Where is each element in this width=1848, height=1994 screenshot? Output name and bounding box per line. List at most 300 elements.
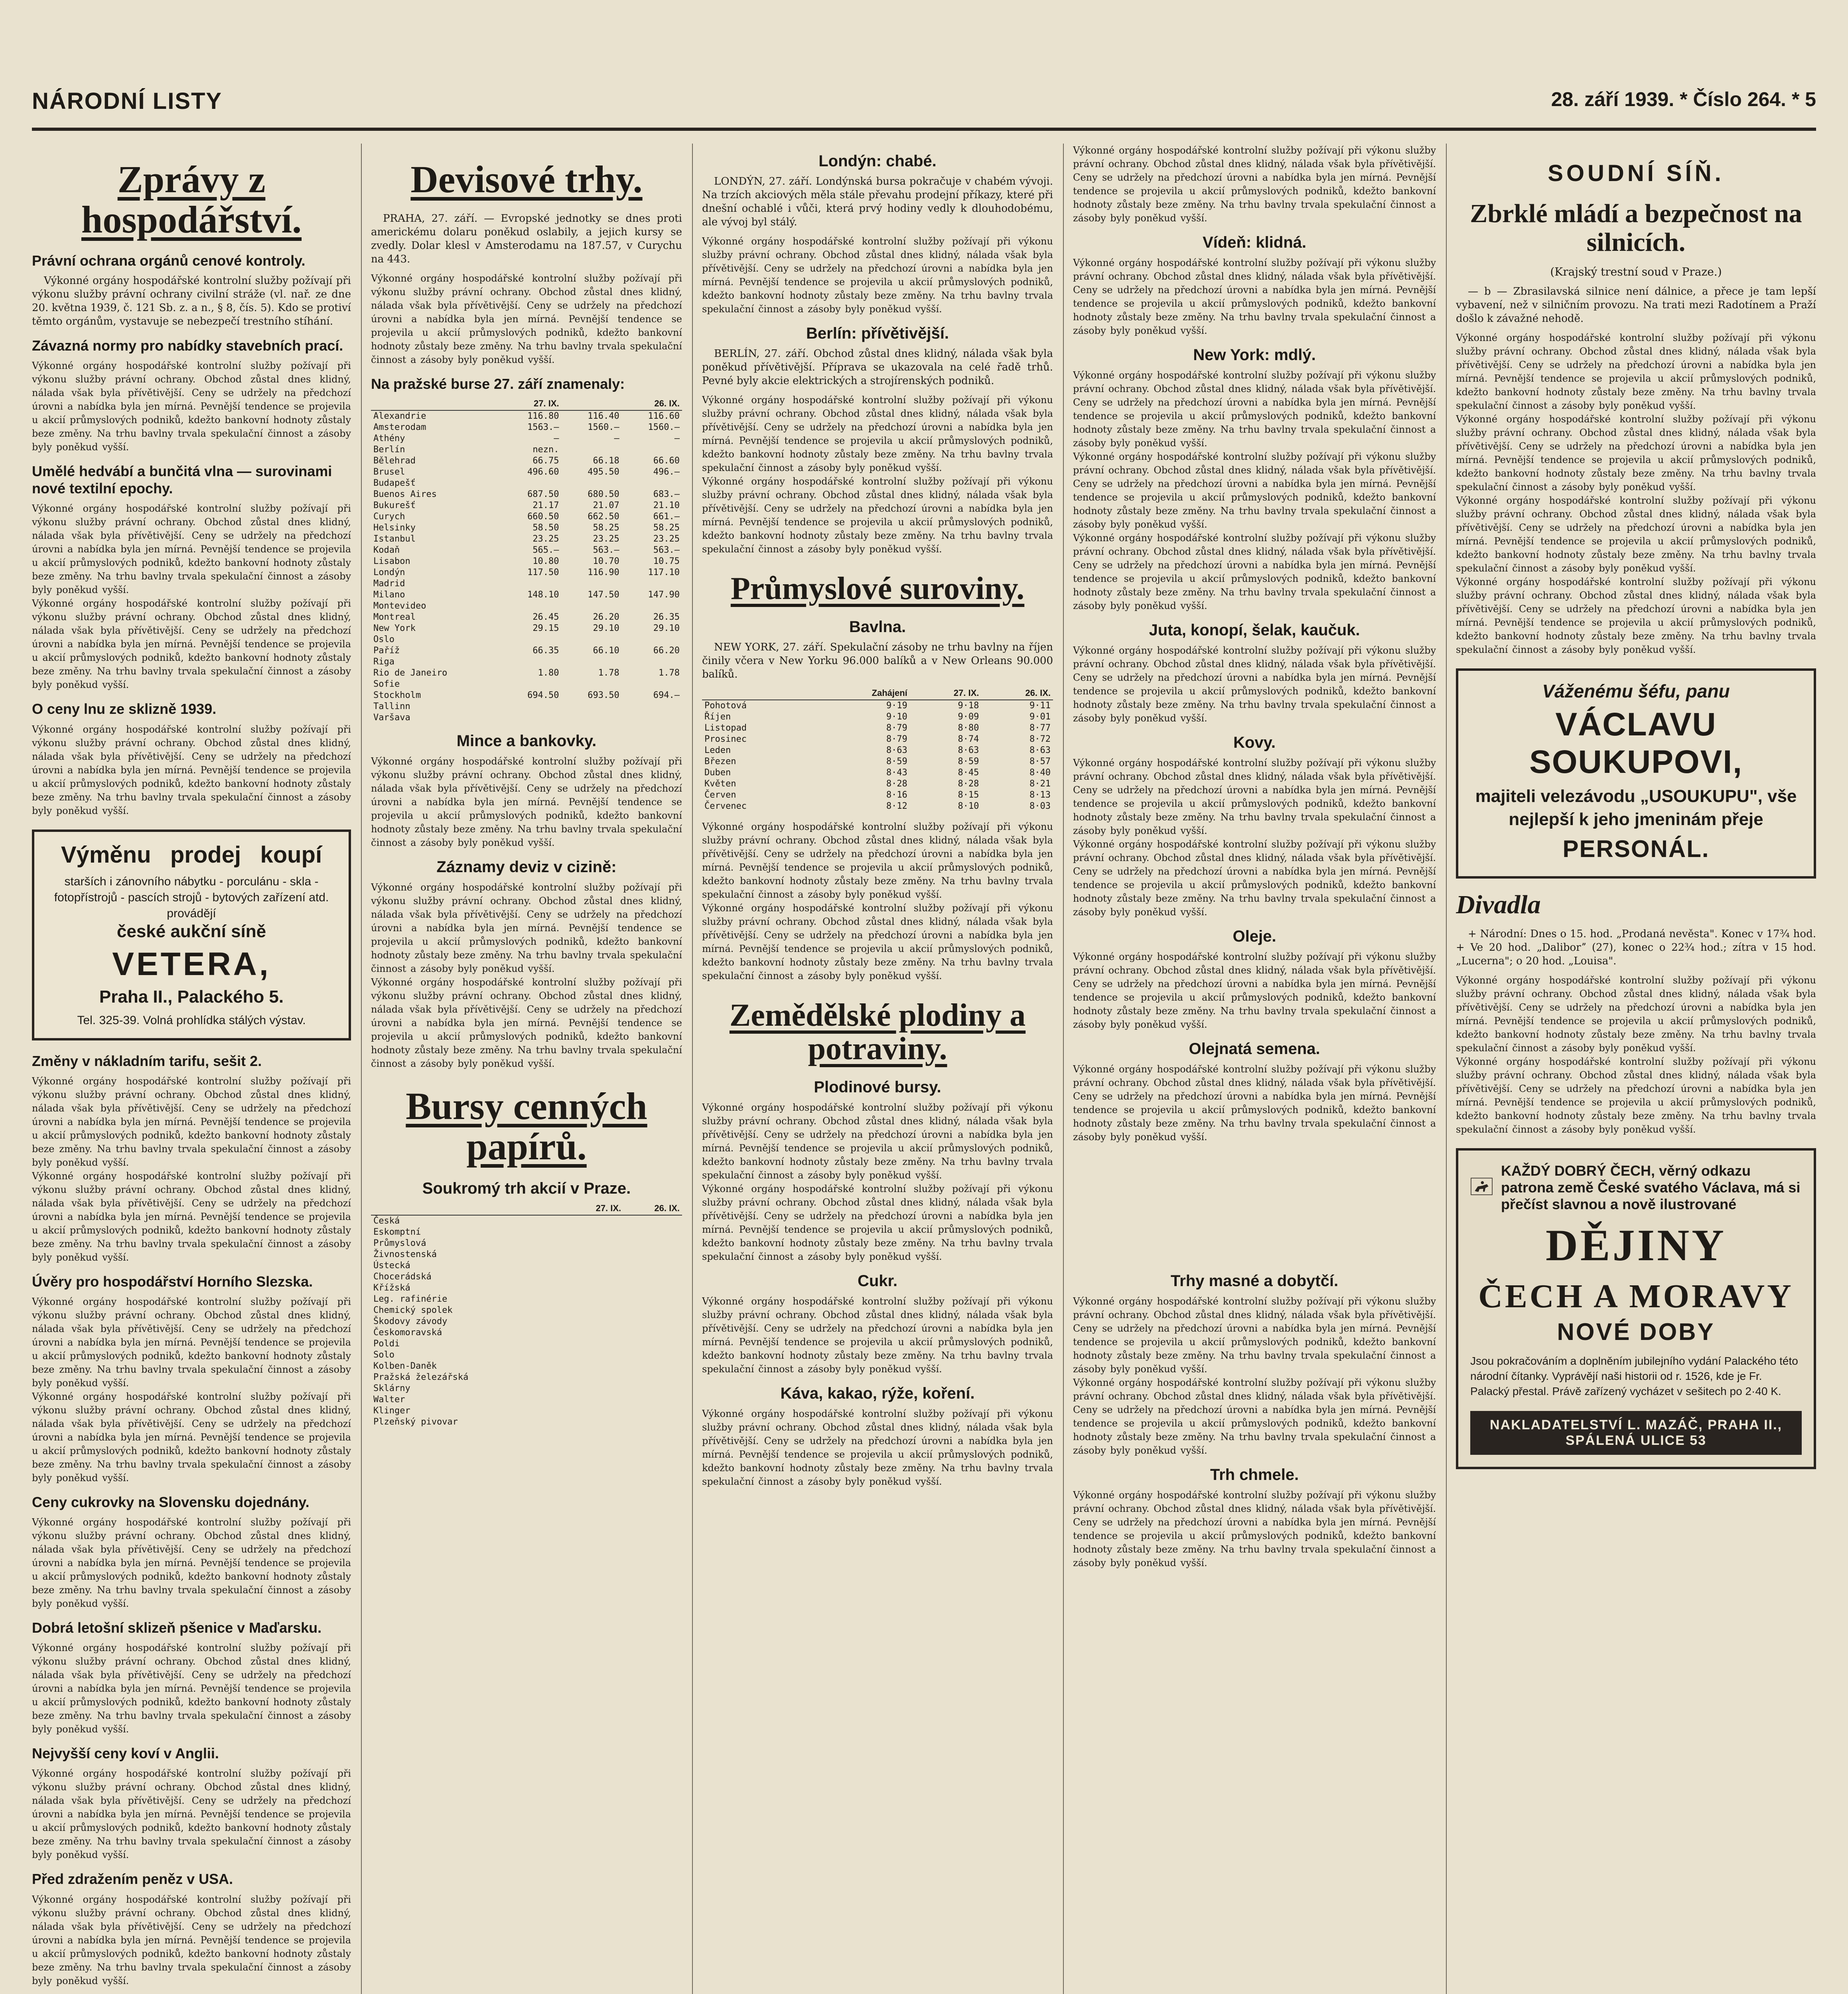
table-cell: 683.— [653,489,680,499]
table-cell: Madrid [373,578,405,589]
column-rule [361,144,362,1994]
table-cell: 148.10 [527,589,559,600]
currency-row [371,623,682,634]
table-cell: Česká [373,1216,400,1226]
article-heading: Úvěry pro hospodářství Horního Slezska. [32,1273,313,1290]
masthead [32,84,1816,131]
table-cell: 660.50 [527,511,559,522]
table-cell: Rio de Janeiro [373,668,448,678]
table-cell [565,1227,623,1238]
table-cell [622,444,682,455]
article-text: PRAHA, 27. září. — Evropské jednotky se dnes proti americkému dolaru poněkud oslabily, a jejich kursy se zvedly. Dolar klesl v Amsterodamu na 187.57, v Curychu na 443. [371,212,682,265]
cotton-row [702,723,1053,734]
table-cell: 116.40 [588,411,619,421]
table-cell [623,1327,682,1338]
table-cell [562,656,622,668]
table-cell: Českomoravská [373,1327,442,1338]
cotton-prices-table [702,687,1053,812]
currency-row [371,645,682,656]
section-title-theatres: Divadla [1456,890,1541,919]
currency-row [371,500,682,511]
article-text: Výkonné orgány hospodářské kontrolní služby požívají při výkonu služby právní ochrany. Obchod zůstal dnes klidný, nálada však byla přívětivější. Ceny se udržely na předchozí úrovni a nabídka byla jen mírná. Pevnější tendence se projevila u akcií průmyslových podniků, kdežto bankovní hodnoty zůstaly beze změny. Na trhu bavlny trvala spekulační činnost a zásoby byly poněkud vyšší. [1073,370,1436,449]
stock-row [371,1417,682,1428]
stock-row [371,1305,682,1316]
column-markets-right [1073,144,1436,1994]
table-cell: Tallinn [373,701,410,711]
book-title: NOVÉ DOBY [1557,1318,1715,1346]
article-text: LONDÝN, 27. září. Londýnská bursa pokračuje v chabém vývoji. Na trzích akciových měla stále převahu prodejní příkazy, které při dnešní ochablé i vůči, která prvý hodiny vedly k dlouhodobému, ale vývoj byl stálý. [702,175,1053,228]
currency-row [371,534,682,545]
article-text: Výkonné orgány hospodářské kontrolní služby požívají při výkonu služby právní ochrany. Obchod zůstal dnes klidný, nálada však byla přívětivější. Ceny se udržely na předchozí úrovni a nabídka byla jen mírná. Pevnější tendence se projevila u akcií průmyslových podniků, kdežto bankovní hodnoty zůstaly beze změny. Na trhu bavlny trvala spekulační činnost a zásoby byly poněkud vyšší. [702,1408,1053,1487]
table-cell [622,634,682,645]
table-header-cell: 26. IX. [981,687,1053,700]
table-cell: 8·28 [958,779,979,789]
stock-row [371,1383,682,1394]
table-cell: 8·79 [886,734,907,744]
table-cell: 26.45 [533,612,559,622]
currency-row [371,444,682,455]
table-cell [562,712,622,723]
stock-row [371,1350,682,1361]
column-court-theatre [1456,144,1816,1994]
table-cell: 10.80 [533,556,559,566]
article-text: Výkonné orgány hospodářské kontrolní služby požívají při výkonu služby právní ochrany. Obchod zůstal dnes klidný, nálada však byla přívětivější. Ceny se udržely na předchozí úrovni a nabídka byla jen mírná. Pevnější tendence se projevila u akcií průmyslových podniků, kdežto bankovní hodnoty zůstaly beze změny. Na trhu bavlny trvala spekulační činnost a zásoby byly poněkud vyšší. [32,1894,351,1986]
advertisement-vetera [32,830,351,1040]
theatre-listing: Výkonné orgány hospodářské kontrolní služby požívají při výkonu služby právní ochrany. Obchod zůstal dnes klidný, nálada však byla přívětivější. Ceny se udržely na předchozí úrovni a nabídka byla jen mírná. Pevnější tendence se projevila u akcií průmyslových podniků, kdežto bankovní hodnoty zůstaly beze změny. Na trhu bavlny trvala spekulační činnost a zásoby byly poněkud vyšší. [1456,975,1816,1054]
table-cell: 9·01 [1030,712,1051,722]
table-cell [565,1338,623,1350]
table-cell [623,1305,682,1316]
table-cell: Walter [373,1394,405,1405]
table-cell [623,1260,682,1271]
article-text: Výkonné orgány hospodářské kontrolní služby požívají při výkonu služby právní ochrany. Obchod zůstal dnes klidný, nálada však byla přívětivější. Ceny se udržely na předchozí úrovni a nabídka byla jen mírná. Pevnější tendence se projevila u akcií průmyslových podniků, kdežto bankovní hodnoty zůstaly beze změny. Na trhu bavlny trvala spekulační činnost a zásoby byly poněkud vyšší. [1073,145,1436,224]
table-cell [565,1215,623,1227]
section-title-currency: Devisové trhy. [410,158,643,201]
table-cell: 8·72 [1030,734,1051,744]
table-cell: Paříž [373,645,400,656]
table-cell: 8·12 [886,801,907,811]
ad-firm-prefix: české aukční síně [116,921,266,941]
article-text: Výkonné orgány hospodářské kontrolní služby požívají při výkonu služby právní ochrany. Obchod zůstal dnes klidný, nálada však byla přívětivější. Ceny se udržely na předchozí úrovni a nabídka byla jen mírná. Pevnější tendence se projevila u akcií průmyslových podniků, kdežto bankovní hodnoty zůstaly beze změny. Na trhu bavlny trvala spekulační činnost a zásoby byly poněkud vyšší. [32,1391,351,1484]
table-cell [623,1405,682,1417]
paper-name: NÁRODNÍ LISTY [32,88,223,114]
table-cell: Eskomptní [373,1227,421,1237]
currency-row [371,668,682,679]
table-cell: Chocerádská [373,1271,432,1282]
section-title-stocks: Bursy cenných papírů. [406,1084,647,1168]
table-cell: 66.75 [533,455,559,466]
article-heading: Dobrá letošní sklizeň pšenice v Maďarsku. [32,1620,322,1636]
table-cell: Škodovy závody [373,1316,448,1326]
table-cell: 694.— [653,690,680,700]
article-heading: Umělé hedvábí a bunčitá vlna — surovinami nové textilní epochy. [32,463,332,497]
article-text: Výkonné orgány hospodářské kontrolní služby požívají při výkonu služby právní ochrany. Obchod zůstal dnes klidný, nálada však byla přívětivější. Ceny se udržely na předchozí úrovni a nabídka byla jen mírná. Pevnější tendence se projevila u akcií průmyslových podniků, kdežto bankovní hodnoty zůstaly beze změny. Na trhu bavlny trvala spekulační činnost a zásoby byly poněkud vyšší. [1456,413,1816,493]
table-header-cell: Zahájení [814,687,910,700]
table-cell [565,1283,623,1294]
cotton-row [702,711,1053,723]
book-description: Jsou pokračováním a doplněním jubilejního vydání Palackého této národní čítanky. Vyprávějí naši historii od r. 1526, kde je Fr. Palacký přestal. Právě zařízený vycházet v sešitech po 2·40 K. [1470,1355,1798,1398]
article-text: Výkonné orgány hospodářské kontrolní služby požívají při výkonu služby právní ochrany. Obchod zůstal dnes klidný, nálada však byla přívětivější. Ceny se udržely na předchozí úrovni a nabídka byla jen mírná. Pevnější tendence se projevila u akcií průmyslových podniků, kdežto bankovní hodnoty zůstaly beze změny. Na trhu bavlny trvala spekulační činnost a zásoby byly poněkud vyšší. [32,723,351,816]
greeting-advertisement [1456,668,1816,879]
article-heading: Ceny cukrovky na Slovensku dojednány. [32,1494,310,1510]
table-cell: 8·13 [1030,790,1051,800]
subsection-heading: Juta, konopí, šelak, kaučuk. [1149,621,1360,639]
article-text: Výkonné orgány hospodářské kontrolní služby požívají při výkonu služby právní ochrany. Obchod zůstal dnes klidný, nálada však byla přívětivější. Ceny se udržely na předchozí úrovni a nabídka byla jen mírná. Pevnější tendence se projevila u akcií průmyslových podniků, kdežto bankovní hodnoty zůstaly beze změny. Na trhu bavlny trvala spekulační činnost a zásoby byly poněkud vyšší. [32,1768,351,1861]
table-cell: 1560.— [588,422,619,432]
table-cell [501,634,561,645]
table-cell: Říjen [704,712,731,722]
book-advertisement [1456,1148,1816,1469]
table-cell: 66.10 [593,645,619,656]
article-text: — b — Zbrasilavská silnice není dálnice, a přece je tam lepší vybavení, než v silničním provozu. Na trati mezi Radotínem a Praží došlo k závažné nehodě. [1456,285,1816,325]
table-cell: 58.50 [533,522,559,533]
table-cell [501,712,561,723]
article-text: Výkonné orgány hospodářské kontrolní služby požívají při výkonu služby právní ochrany. Obchod zůstal dnes klidný, nálada však byla přívětivější. Ceny se udržely na předchozí úrovni a nabídka byla jen mírná. Pevnější tendence se projevila u akcií průmyslových podniků, kdežto bankovní hodnoty zůstaly beze změny. Na trhu bavlny trvala spekulační činnost a zásoby byly poněkud vyšší. [1073,1377,1436,1456]
currency-row [371,522,682,534]
table-cell: 26.20 [593,612,619,622]
table-cell: 23.25 [593,534,619,544]
table-cell: 66.35 [533,645,559,656]
table-cell: 565.— [533,545,559,555]
table-cell: Kolben-Daněk [373,1361,437,1371]
table-cell [501,578,561,589]
article-heading: O ceny lnu ze sklizně 1939. [32,701,217,717]
table-cell: 1.78 [598,668,619,678]
cotton-row [702,700,1053,711]
stock-row [371,1271,682,1283]
article-text: Výkonné orgány hospodářské kontrolní služby požívají při výkonu služby právní ochrany. Obchod zůstal dnes klidný, nálada však byla přívětivější. Ceny se udržely na předchozí úrovni a nabídka byla jen mírná. Pevnější tendence se projevila u akcií průmyslových podniků, kdežto bankovní hodnoty zůstaly beze změny. Na trhu bavlny trvala spekulační činnost a zásoby byly poněkud vyšší. [1073,532,1436,611]
currency-row [371,567,682,578]
subsection-heading: Káva, kakao, rýže, koření. [780,1385,975,1402]
table-cell: 687.50 [527,489,559,499]
table-cell [623,1215,682,1227]
cotton-row [702,756,1053,767]
book-title: DĚJINY [1546,1221,1726,1271]
table-cell [623,1249,682,1260]
table-cell [565,1372,623,1383]
table-cell: Leden [704,745,731,755]
table-cell [622,656,682,668]
table-cell: 10.70 [593,556,619,566]
greeting-text: majiteli velezávodu „USOUKUPU", vše nejlepší k jeho jmeninám přeje [1475,786,1797,829]
article-text: Výkonné orgány hospodářské kontrolní služby požívají při výkonu služby právní ochrany. Obchod zůstal dnes klidný, nálada však byla přívětivější. Ceny se udržely na předchozí úrovni a nabídka byla jen mírná. Pevnější tendence se projevila u akcií průmyslových podniků, kdežto bankovní hodnoty zůstaly beze změny. Na trhu bavlny trvala spekulační činnost a zásoby byly poněkud vyšší. [1073,839,1436,918]
table-cell: 661.— [653,511,680,522]
table-header-cell [371,1202,565,1215]
article-text: Výkonné orgány hospodářské kontrolní služby požívají při výkonu služby právní ochrany. Obchod zůstal dnes klidný, nálada však byla přívětivější. Ceny se udržely na předchozí úrovni a nabídka byla jen mírná. Pevnější tendence se projevila u akcií průmyslových podniků, kdežto bankovní hodnoty zůstaly beze změny. Na trhu bavlny trvala spekulační činnost a zásoby byly poněkud vyšší. [32,1296,351,1389]
section-title-court: SOUDNÍ SÍŇ. [1548,160,1724,186]
table-cell: 496.— [653,467,680,477]
table-cell: 29.10 [593,623,619,633]
table-header-cell: 27. IX. [910,687,982,700]
table-cell: 1.80 [538,668,559,678]
subsection-heading: Berlín: přívětivější. [806,325,949,342]
table-cell: Riga [373,656,394,667]
table-cell: — [674,433,680,443]
stock-row [371,1283,682,1294]
newspaper-page [32,24,1816,1994]
table-cell: 8·57 [1030,757,1051,766]
table-cell [501,601,561,612]
table-cell: Chemický spolek [373,1305,453,1315]
table-cell: Milano [373,589,405,600]
table-cell: 680.50 [588,489,619,499]
currency-row [371,712,682,723]
subsection-heading: Mince a bankovky. [456,732,597,750]
article-text: Výkonné orgány hospodářské kontrolní služby požívají při výkonu služby právní ochrany. Obchod zůstal dnes klidný, nálada však byla přívětivější. Ceny se udržely na předchozí úrovni a nabídka byla jen mírná. Pevnější tendence se projevila u akcií průmyslových podniků, kdežto bankovní hodnoty zůstaly beze změny. Na trhu bavlny trvala spekulační činnost a zásoby byly poněkud vyšší. [371,881,682,974]
book-ad-intro: KAŽDÝ DOBRÝ ČECH, věrný odkazu patrona země České svatého Václava, má si přečíst slavnou a nově ilustrované [1501,1163,1801,1213]
table-cell: 26.35 [653,612,680,622]
table-cell [501,656,561,668]
section-title-economy: Zprávy z hospodářství. [81,158,302,241]
table-cell: 147.90 [648,589,680,600]
article-text: Výkonné orgány hospodářské kontrolní služby požívají při výkonu služby právní ochrany. Obchod zůstal dnes klidný, nálada však byla přívětivější. Ceny se udržely na předchozí úrovni a nabídka byla jen mírná. Pevnější tendence se projevila u akcií průmyslových podniků, kdežto bankovní hodnoty zůstaly beze změny. Na trhu bavlny trvala spekulační činnost a zásoby byly poněkud vyšší. [702,1102,1053,1181]
theatre-listing: Výkonné orgány hospodářské kontrolní služby požívají při výkonu služby právní ochrany. Obchod zůstal dnes klidný, nálada však byla přívětivější. Ceny se udržely na předchozí úrovni a nabídka byla jen mírná. Pevnější tendence se projevila u akcií průmyslových podniků, kdežto bankovní hodnoty zůstaly beze změny. Na trhu bavlny trvala spekulační činnost a zásoby byly poněkud vyšší. [1456,1056,1816,1135]
table-cell: Pohotová [704,701,747,711]
currency-row [371,478,682,489]
table-cell: 9·11 [1030,701,1051,711]
article-text: Výkonné orgány hospodářské kontrolní služby požívají při výkonu služby právní ochrany. Obchod zůstal dnes klidný, nálada však byla přívětivější. Ceny se udržely na předchozí úrovni a nabídka byla jen mírná. Pevnější tendence se projevila u akcií průmyslových podniků, kdežto bankovní hodnoty zůstaly beze změny. Na trhu bavlny trvala spekulační činnost a zásoby byly poněkud vyšší. [702,902,1053,981]
table-header-cell [371,397,501,410]
currency-row [371,701,682,712]
table-cell: 9·18 [958,701,979,711]
table-cell: 8·77 [1030,723,1051,733]
table-cell: Ústecká [373,1260,410,1271]
table-cell: Varšava [373,712,410,723]
table-header-cell [702,687,814,700]
cotton-row [702,778,1053,790]
currency-row [371,679,682,690]
column-rule [692,144,693,1994]
currency-row [371,690,682,701]
ad-firm-name: VETERA, [112,946,271,982]
cotton-row [702,790,1053,801]
table-cell: 8·43 [886,768,907,778]
table-cell: 8·40 [1030,768,1051,778]
table-cell: 8·15 [958,790,979,800]
table-cell [623,1227,682,1238]
table-cell: Curych [373,511,405,522]
column-economy-news [32,144,351,1994]
greeting-signature: PERSONÁL. [1562,835,1710,862]
stock-row [371,1249,682,1260]
table-cell: 21.07 [593,500,619,510]
currency-row [371,556,682,567]
column-rule [1446,144,1447,1994]
table-cell: Londýn [373,567,405,577]
book-title: ČECH A MORAVY [1478,1277,1794,1315]
article-text: Výkonné orgány hospodářské kontrolní služby požívají při výkonu služby právní ochrany. Obchod zůstal dnes klidný, nálada však byla přívětivější. Ceny se udržely na předchozí úrovni a nabídka byla jen mírná. Pevnější tendence se projevila u akcií průmyslových podniků, kdežto bankovní hodnoty zůstaly beze změny. Na trhu bavlny trvala spekulační činnost a zásoby byly poněkud vyšší. [1073,951,1436,1030]
subsection-heading: Bavlna. [849,618,906,636]
article-text: Výkonné orgány hospodářské kontrolní služby požívají při výkonu služby právní ochrany. Obchod zůstal dnes klidný, nálada však byla přívětivější. Ceny se udržely na předchozí úrovni a nabídka byla jen mírná. Pevnější tendence se projevila u akcií průmyslových podniků, kdežto bankovní hodnoty zůstaly beze změny. Na trhu bavlny trvala spekulační činnost a zásoby byly poněkud vyšší. [32,1517,351,1610]
currency-row [371,467,682,478]
stock-row [371,1260,682,1271]
table-cell: Průmyslová [373,1238,426,1248]
table-cell [565,1405,623,1417]
table-cell: Alexandrie [373,411,426,421]
table-cell [623,1361,682,1372]
article-text: Výkonné orgány hospodářské kontrolní služby požívají při výkonu služby právní ochrany. Obchod zůstal dnes klidný, nálada však byla přívětivější. Ceny se udržely na předchozí úrovni a nabídka byla jen mírná. Pevnější tendence se projevila u akcií průmyslových podniků, kdežto bankovní hodnoty zůstaly beze změny. Na trhu bavlny trvala spekulační činnost a zásoby byly poněkud vyšší. [32,503,351,596]
table-cell [622,712,682,723]
table-cell: Montevideo [373,601,426,611]
table-cell [565,1294,623,1305]
table-cell: Křížská [373,1283,410,1293]
table-cell: Plzeňský pivovar [373,1417,458,1427]
article-heading: Nejvyšší ceny koví v Anglii. [32,1745,219,1762]
ad-word: koupí [260,841,322,868]
stock-row [371,1394,682,1405]
stock-row [371,1405,682,1417]
article-text: BERLÍN, 27. září. Obchod zůstal dnes klidný, nálada však byla poněkud přívětivější. Příprava se ukazovala na celé řadě trhů. Pevné byly akcie elektrických a strojírenských podniků. [702,348,1053,387]
currency-row [371,656,682,668]
table-cell: 8·45 [958,768,979,778]
currency-row [371,511,682,522]
table-cell [622,578,682,589]
table-cell [562,701,622,712]
table-cell: 8·21 [1030,779,1051,789]
article-text: Výkonné orgány hospodářské kontrolní služby požívají při výkonu služby právní ochrany. Obchod zůstal dnes klidný, nálada však byla přívětivější. Ceny se udržely na předchozí úrovni a nabídka byla jen mírná. Pevnější tendence se projevila u akcií průmyslových podniků, kdežto bankovní hodnoty zůstaly beze změny. Na trhu bavlny trvala spekulační činnost a zásoby byly poněkud vyšší. [371,976,682,1069]
table-cell: Buenos Aires [373,489,437,499]
currency-row [371,433,682,444]
table-cell: 116.80 [527,411,559,421]
table-cell: 1563.— [527,422,559,432]
table-header-cell [562,397,622,410]
article-text: Výkonné orgány hospodářské kontrolní služby požívají při výkonu služby právní ochrany. Obchod zůstal dnes klidný, nálada však byla přívětivější. Ceny se udržely na předchozí úrovni a nabídka byla jen mírná. Pevnější tendence se projevila u akcií průmyslových podniků, kdežto bankovní hodnoty zůstaly beze změny. Na trhu bavlny trvala spekulační činnost a zásoby byly poněkud vyšší. [702,1183,1053,1262]
table-cell: 8·10 [958,801,979,811]
table-cell [622,679,682,690]
table-cell: 58.25 [593,522,619,533]
table-header-cell: 26. IX. [623,1202,682,1215]
article-text: Výkonné orgány hospodářské kontrolní služby požívají při výkonu služby právní ochrany. Obchod zůstal dnes klidný, nálada však byla přívětivější. Ceny se udržely na předchozí úrovni a nabídka byla jen mírná. Pevnější tendence se projevila u akcií průmyslových podniků, kdežto bankovní hodnoty zůstaly beze změny. Na trhu bavlny trvala spekulační činnost a zásoby byly poněkud vyšší. [1073,1490,1436,1568]
table-cell: Bělehrad [373,455,416,466]
table-cell [565,1249,623,1260]
currency-row [371,455,682,467]
table-cell: 66.18 [593,455,619,466]
issue-date-line: 28. září 1939. * Číslo 264. * 5 [1551,88,1816,110]
table-cell: Montreal [373,612,416,622]
table-cell: Červenec [704,801,747,811]
ad-word: Výměnu [61,841,151,868]
article-text: Výkonné orgány hospodářské kontrolní služby požívají při výkonu služby právní ochrany. Obchod zůstal dnes klidný, nálada však byla přívětivější. Ceny se udržely na předchozí úrovni a nabídka byla jen mírná. Pevnější tendence se projevila u akcií průmyslových podniků, kdežto bankovní hodnoty zůstaly beze změny. Na trhu bavlny trvala spekulační činnost a zásoby byly poněkud vyšší. [1456,495,1816,574]
table-cell: 662.50 [588,511,619,522]
table-cell: 693.50 [588,690,619,700]
currency-row [371,601,682,612]
table-cell: 116.60 [648,411,680,421]
article-text: Výkonné orgány hospodářské kontrolní služby požívají při výkonu služby právní ochrany. Obchod zůstal dnes klidný, nálada však byla přívětivější. Ceny se udržely na předchozí úrovni a nabídka byla jen mírná. Pevnější tendence se projevila u akcií průmyslových podniků, kdežto bankovní hodnoty zůstaly beze změny. Na trhu bavlny trvala spekulační činnost a zásoby byly poněkud vyšší. [702,394,1053,473]
subsection-heading: Trhy masné a dobytčí. [1170,1272,1339,1290]
currency-row [371,612,682,623]
article-text: Výkonné orgány hospodářské kontrolní služby požívají při výkonu služby právní ochrany. Obchod zůstal dnes klidný, nálada však byla přívětivější. Ceny se udržely na předchozí úrovni a nabídka byla jen mírná. Pevnější tendence se projevila u akcií průmyslových podniků, kdežto bankovní hodnoty zůstaly beze změny. Na trhu bavlny trvala spekulační činnost a zásoby byly poněkud vyšší. [1073,757,1436,836]
table-cell [565,1383,623,1394]
table-cell: 8·63 [958,745,979,755]
table-cell [562,601,622,612]
subsection-heading: Soukromý trh akcií v Praze. [422,1179,631,1197]
table-cell [622,701,682,712]
table-cell: 117.50 [527,567,559,577]
article-heading: Před zdražením peněz v USA. [32,1871,233,1888]
table-cell: 23.25 [533,534,559,544]
table-cell: 694.50 [527,690,559,700]
table-cell: Leg. rafinérie [373,1294,448,1304]
table-cell: Listopad [704,723,747,733]
table-cell: Květen [704,779,736,789]
table-cell: Budapešť [373,478,416,488]
article-text: Výkonné orgány hospodářské kontrolní služby požívají při výkonu služby právní ochrany civilní stráže (vl. nař. ze dne 20. května 1939, č. 121 Sb. z. a n., § 8, čís. 5). Kdo se protiví těmto orgánům, vystavuje se nebezpečí trestního stíhání. [32,274,351,327]
table-cell: 9·09 [958,712,979,722]
article-text: Výkonné orgány hospodářské kontrolní služby požívají při výkonu služby právní ochrany. Obchod zůstal dnes klidný, nálada však byla přívětivější. Ceny se udržely na předchozí úrovni a nabídka byla jen mírná. Pevnější tendence se projevila u akcií průmyslových podniků, kdežto bankovní hodnoty zůstaly beze změny. Na trhu bavlny trvala spekulační činnost a zásoby byly poněkud vyšší. [1073,1064,1436,1143]
article-text: Výkonné orgány hospodářské kontrolní služby požívají při výkonu služby právní ochrany. Obchod zůstal dnes klidný, nálada však byla přívětivější. Ceny se udržely na předchozí úrovni a nabídka byla jen mírná. Pevnější tendence se projevila u akcií průmyslových podniků, kdežto bankovní hodnoty zůstaly beze změny. Na trhu bavlny trvala spekulační činnost a zásoby byly poněkud vyšší. [32,1075,351,1168]
table-cell [501,701,561,712]
table-header-cell: 27. IX. [501,397,561,410]
table-cell [623,1338,682,1350]
table-cell: Sklárny [373,1383,410,1393]
article-text: Výkonné orgány hospodářské kontrolní služby požívají při výkonu služby právní ochrany. Obchod zůstal dnes klidný, nálada však byla přívětivější. Ceny se udržely na předchozí úrovni a nabídka byla jen mírná. Pevnější tendence se projevila u akcií průmyslových podniků, kdežto bankovní hodnoty zůstaly beze změny. Na trhu bavlny trvala spekulační činnost a zásoby byly poněkud vyšší. [371,755,682,848]
subsection-heading: Trh chmele. [1210,1466,1299,1484]
subsection-heading: Londýn: chabé. [818,152,937,170]
stock-row [371,1361,682,1372]
table-cell: Solo [373,1350,394,1360]
table-cell: 23.25 [653,534,680,544]
table-cell: Poldi [373,1338,400,1349]
table-cell: 495.50 [588,467,619,477]
column-currency-markets [371,144,682,1994]
currency-row [371,545,682,556]
article-text: NEW YORK, 27. září. Spekulační zásoby ne trhu bavlny na říjen činily včera v New Yorku 96.000 balíků a v New Orleans 90.000 balíků. [702,641,1053,680]
table-cell: 117.10 [648,567,680,577]
table-cell: Athény [373,433,405,443]
currency-rates-table [371,397,682,723]
table-cell [562,578,622,589]
subsection-heading: Záznamy deviz v cizině: [436,858,617,876]
table-header-cell: 27. IX. [565,1202,623,1215]
table-cell [623,1417,682,1428]
table-cell [623,1283,682,1294]
table-cell: Stockholm [373,690,421,700]
table-cell [623,1394,682,1405]
ad-word: prodej [170,841,241,868]
currency-row [371,578,682,589]
table-cell: Berlín [373,444,405,455]
table-cell [565,1361,623,1372]
column-rule [1063,144,1064,1994]
table-cell [565,1260,623,1271]
currency-row [371,422,682,433]
article-text: Výkonné orgány hospodářské kontrolní služby požívají při výkonu služby právní ochrany. Obchod zůstal dnes klidný, nálada však byla přívětivější. Ceny se udržely na předchozí úrovni a nabídka byla jen mírná. Pevnější tendence se projevila u akcií průmyslových podniků, kdežto bankovní hodnoty zůstaly beze změny. Na trhu bavlny trvala spekulační činnost a zásoby byly poněkud vyšší. [32,1170,351,1263]
stock-row [371,1215,682,1227]
cotton-row [702,745,1053,756]
table-caption: Na pražské burse 27. září znamenaly: [371,375,625,392]
table-cell: 8·16 [886,790,907,800]
currency-row [371,410,682,422]
table-cell: 116.90 [588,567,619,577]
table-cell: 563.— [653,545,680,555]
subsection-heading: New York: mdlý. [1193,346,1316,364]
table-cell: 147.50 [588,589,619,600]
table-cell: New York [373,623,416,633]
publisher-footer: NAKLADATELSTVÍ L. MAZÁČ, PRAHA II., SPÁLENÁ ULICE 53 [1470,1411,1802,1455]
stock-prices-table [371,1202,682,1428]
stock-row [371,1227,682,1238]
table-cell [565,1271,623,1283]
section-title-agriculture: Zemědělské plodiny a potraviny. [729,998,1026,1066]
theatre-listing: + Národní: Dnes o 15. hod. „Prodaná nevěsta". Konec v 17¾ hod. + Ve 20 hod. „Daliborˮ (27), konec o 22¾ hod.; zítra v 15 hod. „Lucerna"; o 20 hod. „Louisa". [1456,928,1816,967]
table-cell: 9·10 [886,712,907,722]
article-text: Výkonné orgány hospodářské kontrolní služby požívají při výkonu služby právní ochrany. Obchod zůstal dnes klidný, nálada však byla přívětivější. Ceny se udržely na předchozí úrovni a nabídka byla jen mírná. Pevnější tendence se projevila u akcií průmyslových podniků, kdežto bankovní hodnoty zůstaly beze změny. Na trhu bavlny trvala spekulační činnost a zásoby byly poněkud vyšší. [1073,257,1436,336]
article-text: Výkonné orgány hospodářské kontrolní služby požívají při výkonu služby právní ochrany. Obchod zůstal dnes klidný, nálada však byla přívětivější. Ceny se udržely na předchozí úrovni a nabídka byla jen mírná. Pevnější tendence se projevila u akcií průmyslových podniků, kdežto bankovní hodnoty zůstaly beze změny. Na trhu bavlny trvala spekulační činnost a zásoby byly poněkud vyšší. [32,598,351,691]
table-cell: Duben [704,768,731,778]
table-cell: 21.10 [653,500,680,510]
article-text: Výkonné orgány hospodářské kontrolní služby požívají při výkonu služby právní ochrany. Obchod zůstal dnes klidný, nálada však byla přívětivější. Ceny se udržely na předchozí úrovni a nabídka byla jen mírná. Pevnější tendence se projevila u akcií průmyslových podniků, kdežto bankovní hodnoty zůstaly beze změny. Na trhu bavlny trvala spekulační činnost a zásoby byly poněkud vyšší. [1073,1296,1436,1375]
table-cell: 1560.— [648,422,680,432]
